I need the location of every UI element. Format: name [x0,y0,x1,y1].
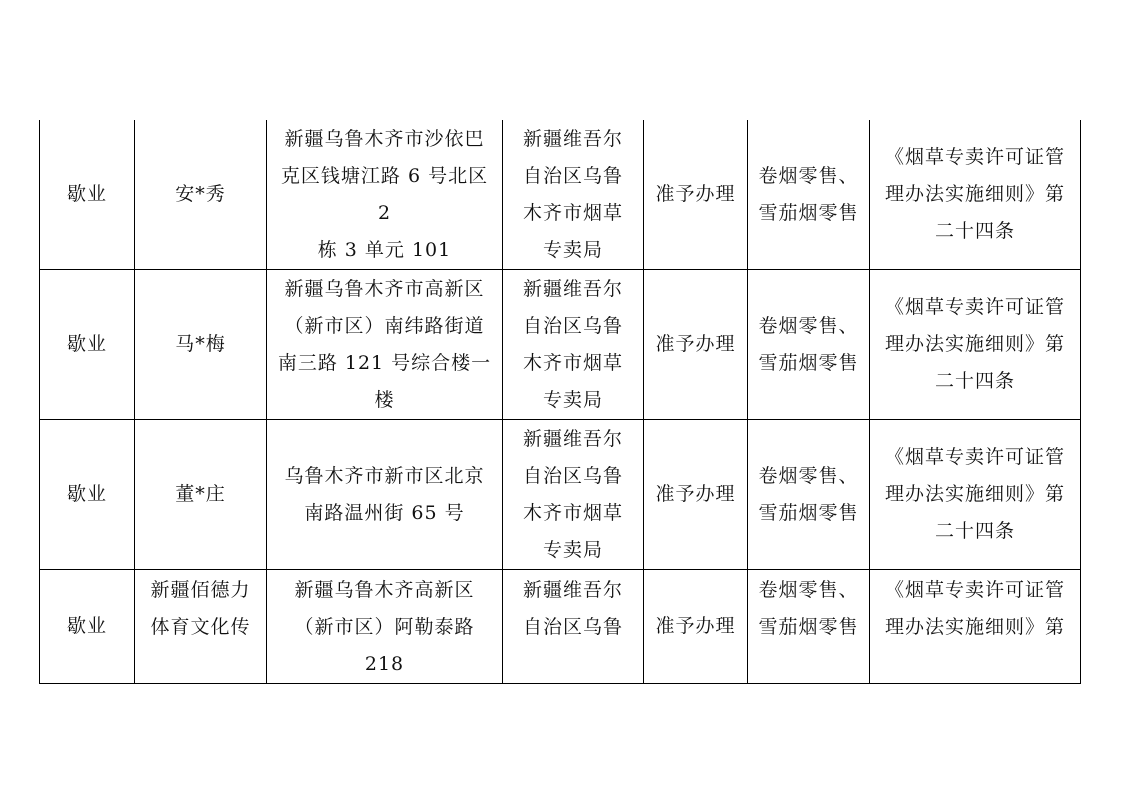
basis-cell [870,420,1081,570]
name-cell: 安*秀 [135,120,267,270]
address-line: 楼 [374,388,395,411]
address-line: 南三路 121 号综合楼一 [277,351,492,374]
authority-line: 专卖局 [542,238,603,261]
decision-cell: 准予办理 [644,270,748,420]
authority-line: 木齐市烟草 [522,501,623,524]
authority-line: 自治区乌鲁 [522,616,623,638]
table-row [40,270,1081,420]
basis-cell [870,270,1081,420]
address-cell [267,570,503,684]
status-cell: 歇业 [40,270,135,420]
address-line: （新市区）阿勒泰路 218 [294,616,475,675]
table-row [40,570,1081,684]
license-table [39,120,1081,684]
authority-line: 木齐市烟草 [522,351,623,374]
address-line: 南路温州街 65 号 [304,501,465,524]
name-cell: 马*梅 [135,270,267,420]
basis-line: 《烟草专卖许可证管 [884,446,1065,468]
scope-line: 雪茄烟零售 [758,201,859,224]
scope-line: 卷烟零售、 [758,464,859,487]
scope-cell [748,570,870,684]
scope-line: 卷烟零售、 [758,164,859,187]
status-cell: 歇业 [40,420,135,570]
decision-cell: 准予办理 [644,120,748,270]
document-page [39,120,1080,675]
name-cell: 董*庄 [135,420,267,570]
address-line: 乌鲁木齐市新市区北京 [284,464,485,487]
address-cell [267,270,503,420]
basis-cell [870,570,1081,684]
authority-line: 新疆维吾尔 [522,579,623,601]
name-line: 新疆佰德力 [150,579,251,601]
scope-line: 卷烟零售、 [758,314,859,337]
decision-cell: 准予办理 [644,420,748,570]
address-line: 栋 3 单元 101 [317,238,452,261]
basis-line: 《烟草专卖许可证管 [884,146,1065,168]
scope-cell [748,120,870,270]
scope-line: 雪茄烟零售 [758,351,859,374]
scope-cell [748,270,870,420]
status-cell: 歇业 [40,570,135,684]
address-line: 新疆乌鲁木齐市高新区 [284,277,485,300]
address-line: 新疆乌鲁木齐市沙依巴 [284,127,485,150]
authority-line: 自治区乌鲁 [522,314,623,337]
authority-line: 新疆维吾尔 [522,277,623,300]
basis-line: 理办法实施细则》第 [884,483,1065,505]
address-cell [267,120,503,270]
name-line: 体育文化传 [150,616,251,638]
authority-line: 新疆维吾尔 [522,427,623,450]
basis-line: 理办法实施细则》第 [884,333,1065,355]
authority-line: 木齐市烟草 [522,201,623,224]
authority-line: 专卖局 [542,388,603,411]
scope-line: 雪茄烟零售 [758,616,859,638]
address-cell [267,420,503,570]
authority-cell [503,120,644,270]
table-row [40,120,1081,270]
decision-cell: 准予办理 [644,570,748,684]
address-line: 新疆乌鲁木齐高新区 [294,579,475,601]
basis-line: 二十四条 [934,220,1015,242]
authority-cell [503,270,644,420]
authority-cell [503,420,644,570]
basis-cell [870,120,1081,270]
scope-line: 雪茄烟零售 [758,501,859,524]
basis-line: 理办法实施细则》第 [884,183,1065,205]
name-cell [135,570,267,684]
basis-line: 理办法实施细则》第 [884,616,1065,638]
basis-line: 二十四条 [934,520,1015,542]
basis-line: 二十四条 [934,370,1015,392]
scope-cell [748,420,870,570]
status-cell: 歇业 [40,120,135,270]
table-row [40,420,1081,570]
authority-line: 新疆维吾尔 [522,127,623,150]
address-line: （新市区）南纬路街道 [284,314,485,337]
authority-line: 自治区乌鲁 [522,164,623,187]
address-line: 克区钱塘江路 6 号北区 2 [280,164,489,224]
authority-cell [503,570,644,684]
authority-line: 自治区乌鲁 [522,464,623,487]
basis-line: 《烟草专卖许可证管 [884,296,1065,318]
basis-line: 《烟草专卖许可证管 [884,579,1065,601]
scope-line: 卷烟零售、 [758,579,859,601]
authority-line: 专卖局 [542,538,603,561]
